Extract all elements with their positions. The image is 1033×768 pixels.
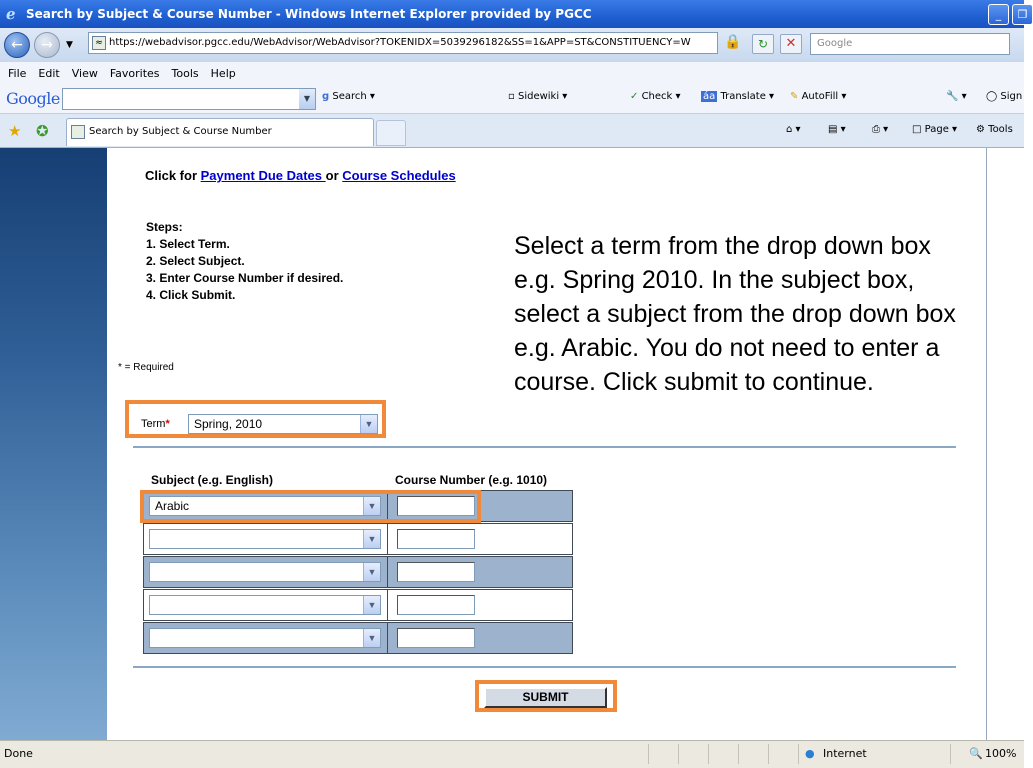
translate-button[interactable]: áa Translate ▾ — [703, 91, 775, 102]
chevron-down-icon[interactable]: ▼ — [360, 415, 377, 433]
chevron-down-icon[interactable]: ▼ — [363, 497, 380, 515]
page-icon: □ — [912, 124, 922, 135]
restore-button[interactable]: ❐ — [1012, 4, 1033, 25]
sign-in-label: Sign — [1000, 91, 1023, 102]
check-label: Check — [641, 91, 673, 102]
page-favicon-icon: ≈ — [92, 36, 106, 50]
chevron-down-icon[interactable]: ▼ — [363, 596, 380, 614]
autofill-label: AutoFill — [801, 91, 839, 102]
refresh-button[interactable]: ↻ — [752, 34, 774, 54]
required-note: * = Required — [118, 362, 174, 373]
security-zone[interactable] — [798, 744, 950, 764]
window-title-bar — [0, 0, 1024, 28]
feeds-icon[interactable]: ▤ ▾ — [828, 124, 846, 135]
table-row — [143, 556, 573, 588]
status-segment — [738, 744, 768, 764]
instruction-callout: Select a term from the drop down box e.g. Spring 2010. In the subject box, select a subject from the drop down box e.g. Arabic. You do not need to enter a course. Click submit to continue. — [514, 232, 956, 396]
tab-search-by-subject[interactable] — [66, 118, 374, 146]
wrench-icon[interactable]: 🔧 ▾ — [946, 91, 967, 102]
submit-button[interactable]: SUBMIT — [484, 687, 607, 708]
course-number-input[interactable] — [397, 529, 475, 549]
sign-in-button[interactable]: ◯ Sign — [986, 91, 1023, 102]
tools-menu-label: Tools — [988, 124, 1013, 135]
menu-help[interactable]: Help — [210, 66, 236, 80]
status-segment — [708, 744, 738, 764]
divider-bottom — [133, 666, 956, 668]
spell-check-button[interactable]: ✓ Check ▾ — [630, 91, 681, 102]
status-segment — [768, 744, 798, 764]
left-nav-panel — [0, 148, 107, 740]
course-schedules-link[interactable]: Course Schedules — [342, 168, 456, 183]
subject-select[interactable] — [149, 529, 381, 549]
globe-icon: ● — [805, 747, 815, 760]
menu-view[interactable]: View — [71, 66, 98, 80]
payment-due-dates-link[interactable]: Payment Due Dates — [200, 168, 326, 183]
window-title: Search by Subject & Course Number - Windows Internet Explorer provided by PGCC — [26, 7, 592, 21]
menu-tools[interactable]: Tools — [171, 66, 199, 80]
term-label — [141, 418, 170, 430]
course-number-input[interactable] — [397, 562, 475, 582]
status-segment — [648, 744, 678, 764]
autofill-icon: ✎ — [790, 91, 799, 102]
menu-bar — [0, 62, 1024, 84]
payment-links-line — [145, 168, 456, 183]
steps-title: Steps: — [146, 220, 183, 234]
zoom-icon: 🔍 — [969, 747, 983, 760]
status-text: Done — [4, 747, 33, 760]
term-label-text: Term — [141, 418, 166, 430]
minimize-button[interactable]: _ — [988, 4, 1009, 25]
zoom-control[interactable] — [950, 744, 1024, 764]
term-select-value: Spring, 2010 — [194, 417, 263, 431]
tab-bar — [0, 114, 1024, 148]
zone-label: Internet — [823, 747, 867, 760]
column-divider — [387, 590, 388, 620]
print-icon[interactable]: ⎙ ▾ — [872, 124, 889, 135]
right-panel-edge — [986, 148, 1024, 740]
search-input[interactable]: Google — [810, 33, 1010, 55]
google-g-icon: g — [322, 91, 330, 102]
menu-file[interactable]: File — [8, 66, 27, 80]
forward-button[interactable]: → — [34, 32, 60, 58]
check-icon: ✓ — [630, 91, 639, 102]
status-segment — [678, 744, 708, 764]
course-number-input[interactable] — [397, 595, 475, 615]
status-bar — [0, 740, 1024, 768]
subject-column-header: Subject (e.g. English) — [151, 473, 274, 487]
menu-favorites[interactable]: Favorites — [109, 66, 160, 80]
chevron-down-icon[interactable]: ▼ — [299, 89, 315, 109]
required-star: * — [165, 418, 170, 430]
ie-logo-icon: ℯ — [6, 5, 16, 23]
history-dropdown-icon[interactable]: ▼ — [66, 40, 73, 50]
favorites-star-icon[interactable]: ★ — [8, 122, 22, 140]
back-button[interactable]: ← — [4, 32, 30, 58]
sidewiki-icon: ▫ — [508, 91, 515, 102]
tools-menu-button[interactable] — [976, 124, 1013, 135]
tab-title: Search by Subject & Course Number — [89, 126, 272, 137]
google-search-input[interactable] — [62, 88, 316, 110]
home-icon[interactable]: ⌂ ▾ — [786, 124, 801, 135]
term-select[interactable] — [188, 414, 378, 434]
stop-button[interactable]: ✕ — [780, 34, 802, 54]
step-3: 3. Enter Course Number if desired. — [146, 271, 344, 285]
address-toolbar — [0, 28, 1024, 62]
course-number-column-header: Course Number (e.g. 1010) — [395, 473, 548, 487]
zoom-level: 100% — [985, 747, 1017, 760]
new-tab-button[interactable] — [376, 120, 406, 146]
chevron-down-icon[interactable]: ▼ — [363, 530, 380, 548]
step-4: 4. Click Submit. — [146, 288, 236, 302]
translate-icon: áa — [703, 91, 716, 102]
menu-edit[interactable]: Edit — [38, 66, 60, 80]
google-search-label: Search — [332, 91, 367, 102]
address-url: https://webadvisor.pgcc.edu/WebAdvisor/WebAdvisor?TOKENIDX=5039296182&SS=1&APP=ST&CONSTITUENCY=W — [109, 37, 691, 48]
table-row — [143, 589, 573, 621]
table-row — [143, 523, 573, 555]
subject-select[interactable] — [149, 562, 381, 582]
address-field[interactable] — [88, 32, 718, 54]
google-toolbar — [0, 84, 1024, 114]
page-menu-label: Page — [924, 124, 949, 135]
google-logo: Google — [6, 89, 60, 108]
table-row — [143, 622, 573, 654]
sidewiki-button[interactable]: ▫ Sidewiki ▾ — [508, 91, 568, 102]
column-divider — [387, 524, 388, 554]
course-number-input[interactable] — [397, 628, 475, 648]
add-favorites-icon[interactable]: ✪ — [36, 122, 49, 140]
step-1: 1. Select Term. — [146, 237, 230, 251]
steps-list — [146, 219, 343, 304]
lock-icon[interactable]: 🔒 — [724, 34, 742, 50]
subject-select[interactable] — [149, 628, 381, 648]
subject-highlight-box — [140, 490, 481, 523]
step-2: 2. Select Subject. — [146, 254, 245, 268]
translate-label: Translate — [720, 91, 766, 102]
divider-top — [133, 446, 956, 448]
page-menu-button[interactable]: □ Page ▾ — [912, 124, 958, 135]
subject-select-value: Arabic — [155, 499, 190, 513]
chevron-down-icon[interactable]: ▼ — [363, 629, 380, 647]
google-search-button[interactable]: g Search ▾ — [322, 91, 375, 102]
chevron-down-icon[interactable]: ▼ — [363, 563, 380, 581]
click-for-text: Click for — [145, 168, 198, 183]
page-favicon-icon — [71, 125, 85, 139]
gear-icon: ⚙ — [976, 124, 985, 135]
or-text: or — [325, 168, 339, 183]
column-divider — [387, 623, 388, 653]
autofill-button[interactable]: ✎ AutoFill ▾ — [790, 91, 847, 102]
sidewiki-label: Sidewiki — [517, 91, 560, 102]
subject-select[interactable] — [149, 595, 381, 615]
column-divider — [387, 557, 388, 587]
